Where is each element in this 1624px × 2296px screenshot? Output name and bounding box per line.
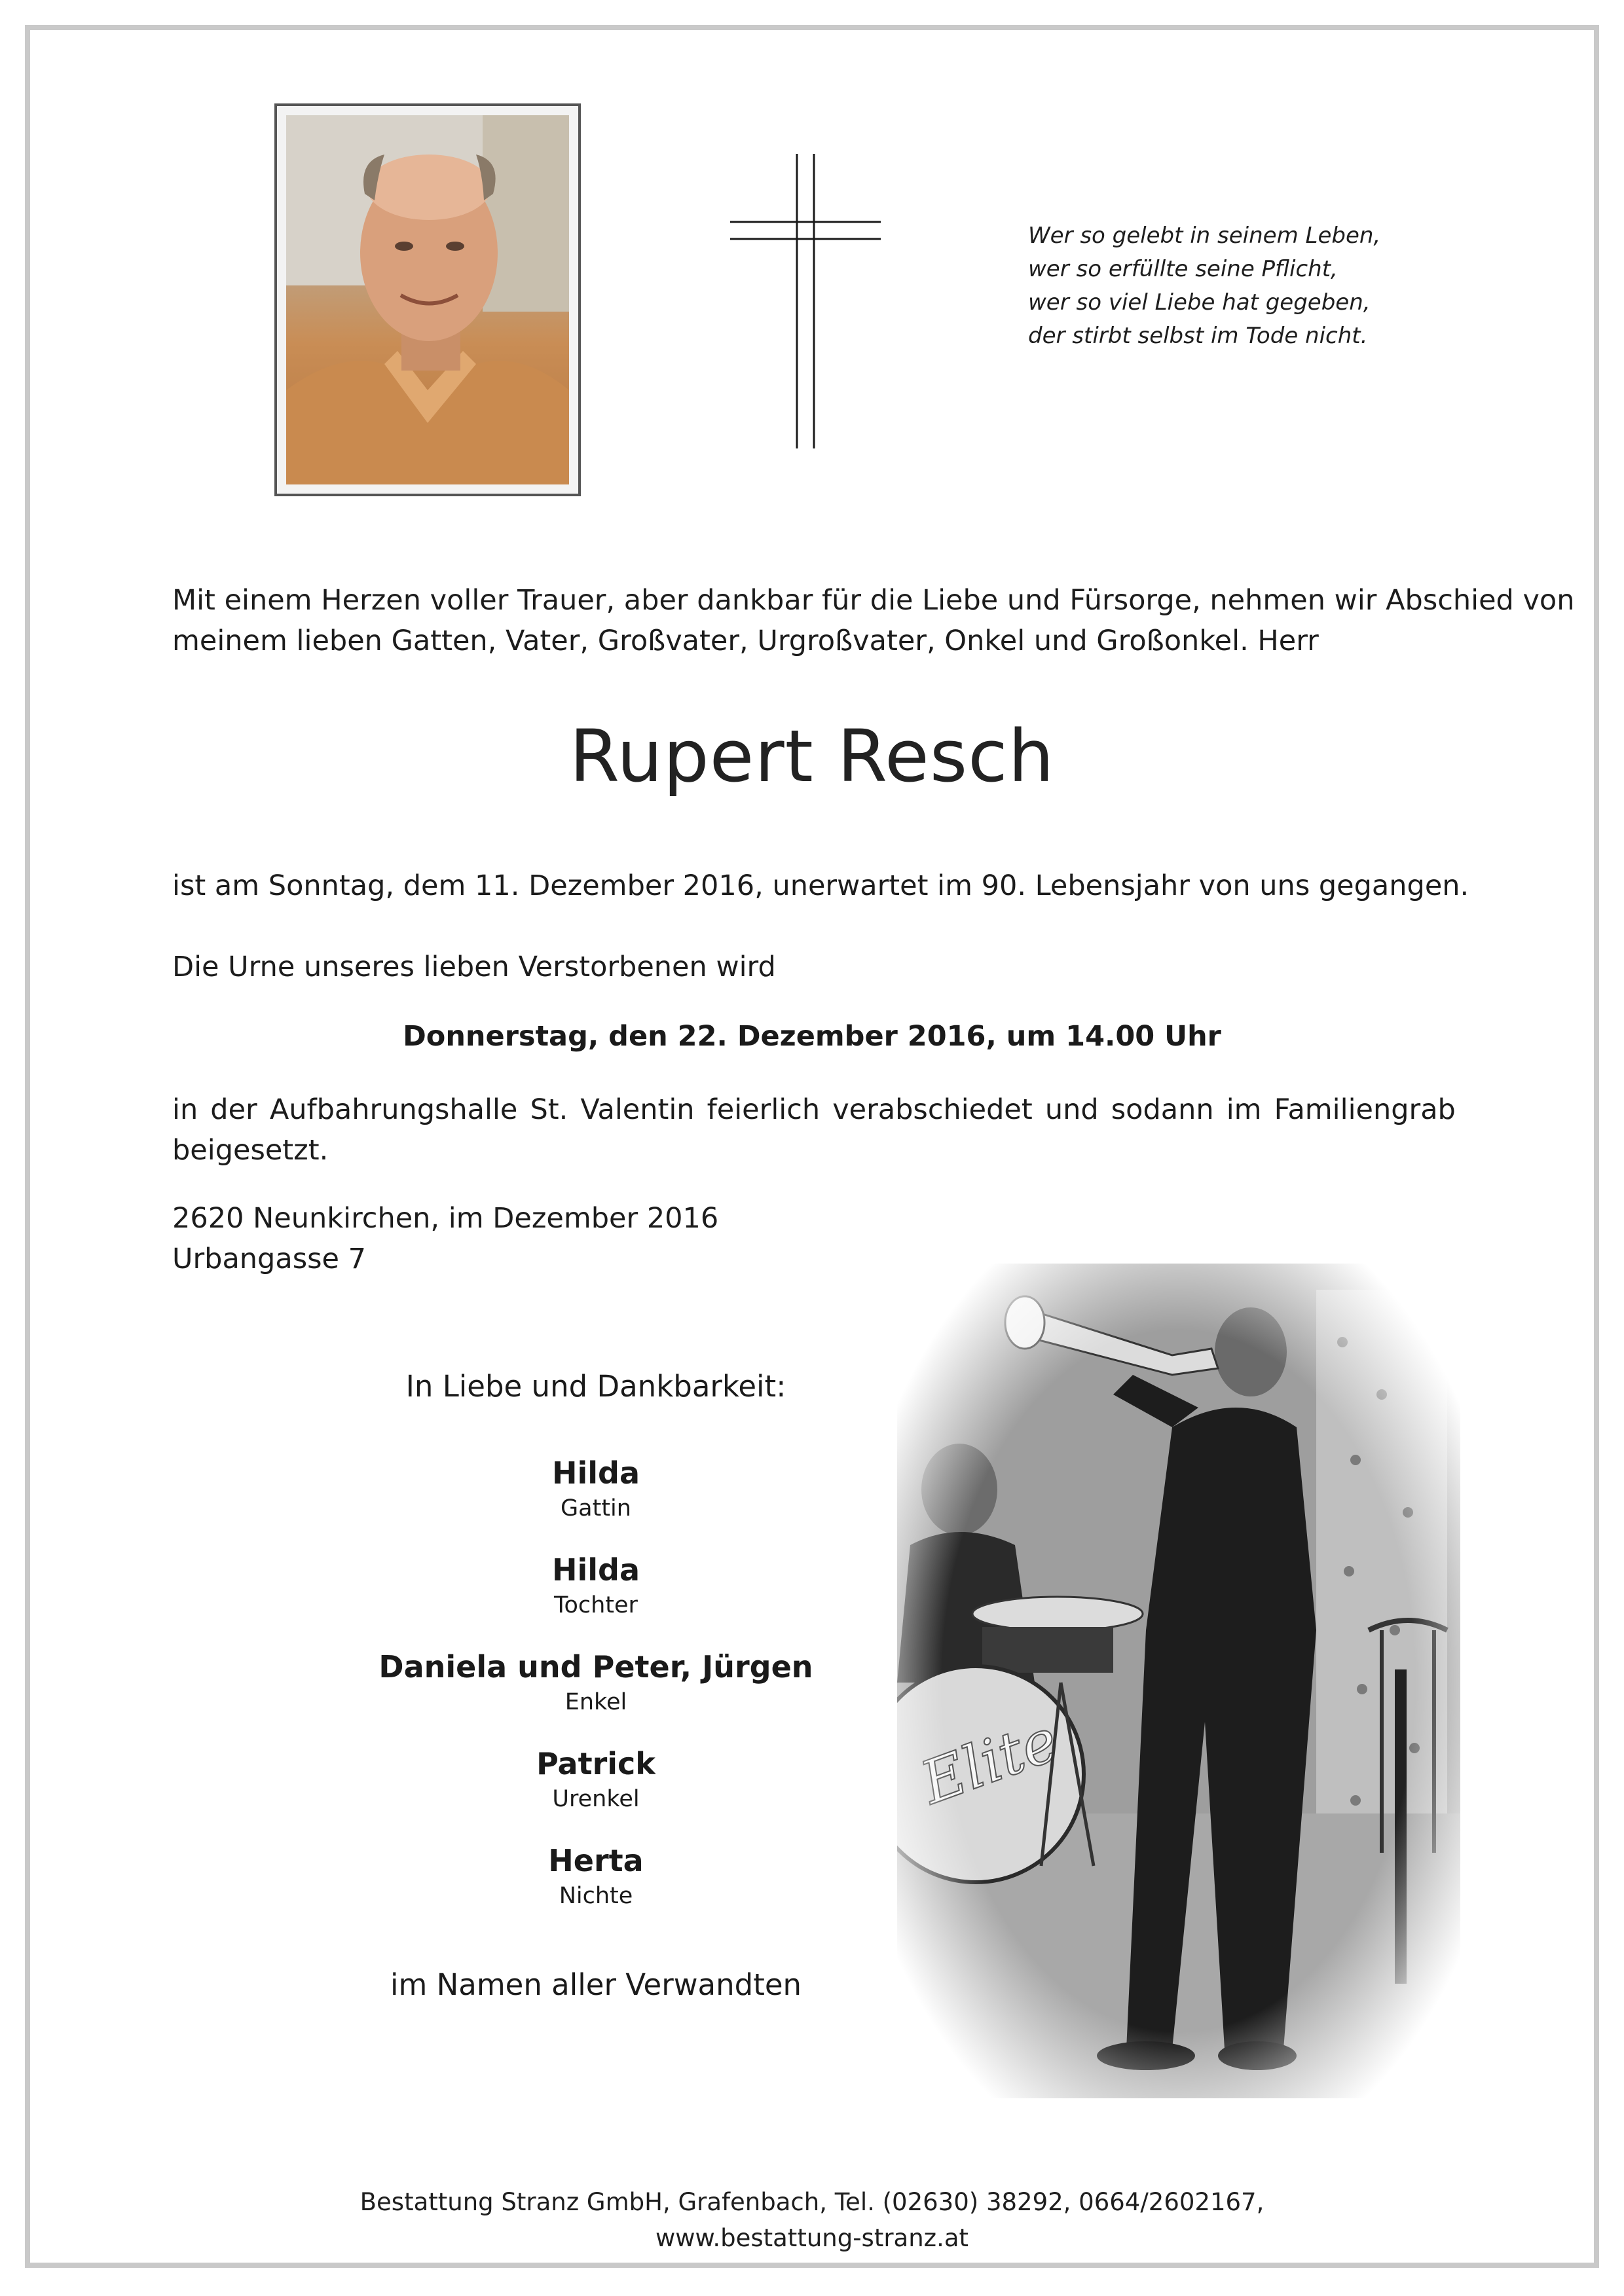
mourner-name: Daniela und Peter, Jürgen bbox=[378, 1649, 813, 1685]
mourner-entry bbox=[367, 1841, 825, 1912]
footer-website: www.bestattung-stranz.at bbox=[655, 2224, 969, 2252]
mourner-relation: Nichte bbox=[559, 1883, 633, 1909]
quote-line: Wer so gelebt in seinem Leben, bbox=[1028, 223, 1381, 249]
mourner-entry bbox=[367, 1550, 825, 1621]
mourner-relation: Urenkel bbox=[552, 1786, 640, 1812]
farewell-line bbox=[172, 1089, 1456, 1130]
farewell-word: in bbox=[172, 1093, 198, 1126]
farewell-word: sodann bbox=[1111, 1093, 1214, 1126]
portrait-illustration bbox=[286, 115, 569, 484]
farewell-word: Valentin bbox=[580, 1093, 695, 1126]
band-illustration bbox=[897, 1264, 1460, 2098]
farewell-word: feierlich bbox=[707, 1093, 821, 1126]
quote-line: wer so viel Liebe hat gegeben, bbox=[1028, 289, 1371, 316]
mourner-name: Herta bbox=[548, 1843, 644, 1878]
behalf-line: im Namen aller Verwandten bbox=[390, 1967, 802, 2002]
mourner-entry bbox=[367, 1453, 825, 1524]
street-address: Urbangasse 7 bbox=[172, 1243, 366, 1275]
funeral-home-footer bbox=[0, 2184, 1624, 2256]
mourner-entry bbox=[301, 1647, 891, 1718]
quote-line: wer so erfüllte seine Pflicht, bbox=[1028, 256, 1338, 282]
band-photo bbox=[897, 1264, 1460, 2098]
place-date: 2620 Neunkirchen, im Dezember 2016 bbox=[172, 1202, 719, 1235]
farewell-word: der bbox=[210, 1093, 257, 1126]
farewell-word: und bbox=[1044, 1093, 1099, 1126]
mourner-entry bbox=[367, 1744, 825, 1815]
farewell-word: verabschiedet bbox=[832, 1093, 1033, 1126]
footer-contact: Bestattung Stranz GmbH, Grafenbach, Tel. (02630) 38292, 0664/2602167, bbox=[360, 2188, 1264, 2216]
place-and-address bbox=[172, 1198, 718, 1279]
farewell-word: Familiengrab bbox=[1274, 1093, 1456, 1126]
mourner-relation: Enkel bbox=[564, 1689, 627, 1715]
farewell-word: Aufbahrungshalle bbox=[269, 1093, 518, 1126]
farewell-line: beigesetzt. bbox=[172, 1134, 329, 1167]
mourner-relation: Gattin bbox=[561, 1495, 631, 1522]
passing-statement: ist am Sonntag, dem 11. Dezember 2016, unerwartet im 90. Lebensjahr von uns gegangen. bbox=[172, 869, 1469, 902]
mourner-name: Hilda bbox=[551, 1552, 640, 1588]
farewell-paragraph bbox=[172, 1089, 1456, 1171]
farewell-word: im bbox=[1226, 1093, 1262, 1126]
deceased-name: Rupert Resch bbox=[569, 714, 1055, 798]
quote-line: der stirbt selbst im Tode nicht. bbox=[1028, 323, 1368, 349]
intro-paragraph bbox=[172, 580, 1575, 661]
portrait-image bbox=[286, 115, 569, 484]
mourner-name: Hilda bbox=[551, 1455, 640, 1491]
thanks-heading: In Liebe und Dankbarkeit: bbox=[405, 1369, 786, 1404]
urn-statement: Die Urne unseres lieben Verstorbenen wird bbox=[172, 951, 776, 983]
portrait-photo bbox=[274, 103, 581, 496]
farewell-word: St. bbox=[530, 1093, 568, 1126]
cross-icon bbox=[730, 154, 881, 448]
memorial-quote bbox=[1028, 219, 1421, 353]
ceremony-datetime: Donnerstag, den 22. Dezember 2016, um 14.00 Uhr bbox=[403, 1020, 1221, 1053]
intro-line: Mit einem Herzen voller Trauer, aber dankbar für die Liebe und Fürsorge, nehmen wir Abschied von bbox=[172, 584, 1575, 617]
mourner-name: Patrick bbox=[536, 1746, 655, 1781]
mourner-relation: Tochter bbox=[554, 1592, 638, 1618]
intro-line: meinem lieben Gatten, Vater, Großvater, Urgroßvater, Onkel und Großonkel. Herr bbox=[172, 625, 1319, 657]
